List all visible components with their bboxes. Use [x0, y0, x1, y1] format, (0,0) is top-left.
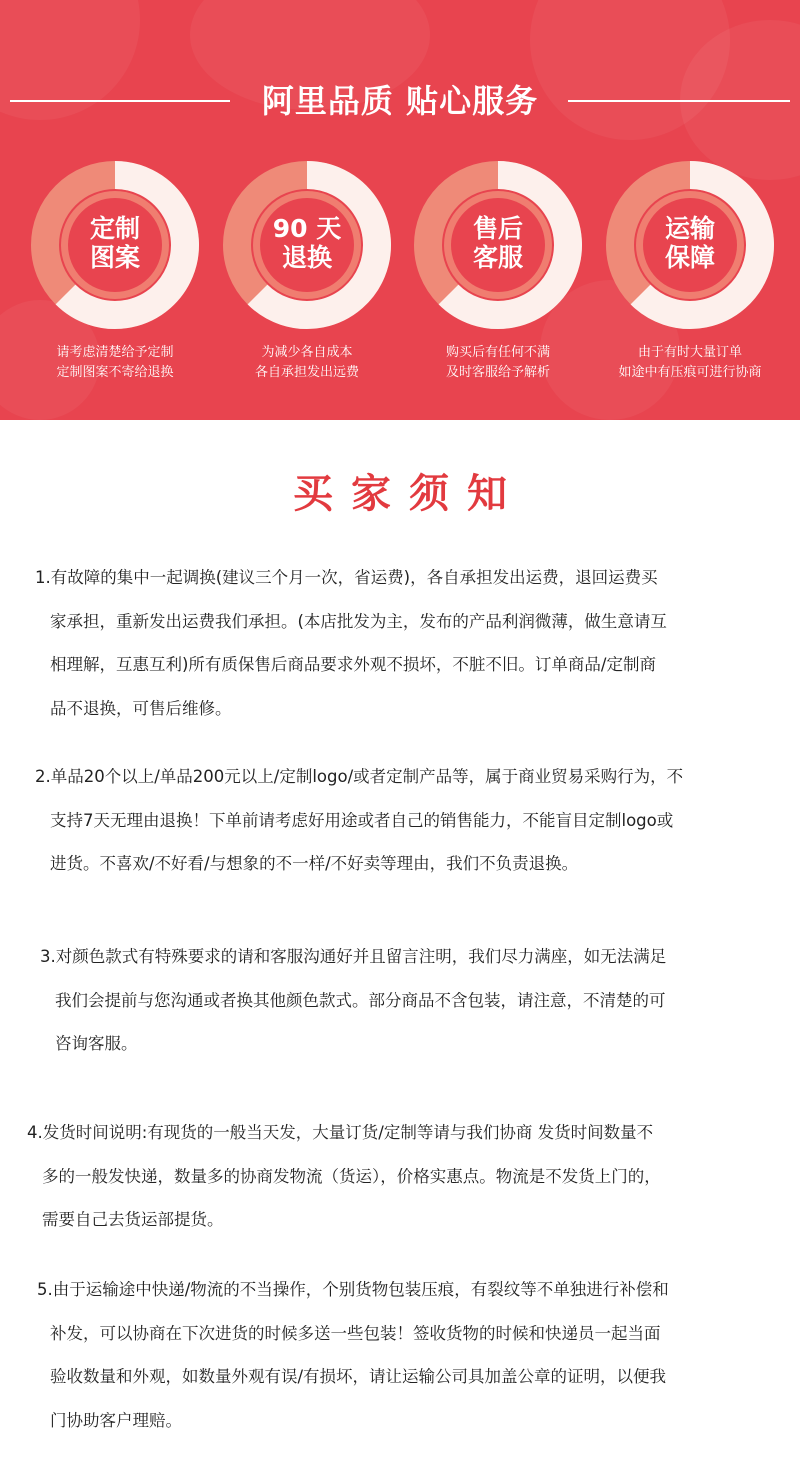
- service-badge: [605, 160, 775, 330]
- badge-label-line: 运输: [664, 214, 715, 243]
- paragraph-line: 4.发货时间说明:有现货的一般当天发，大量订货/定制等请与我们协商 发货时间数量不: [27, 1123, 654, 1142]
- paragraph-line: 我们会提前与您沟通或者换其他颜色款式。部分商品不含包装，请注意，不清楚的可: [55, 990, 666, 1010]
- paragraph-line: 多的一般发快递，数量多的协商发物流（货运），价格实惠点。物流是不发货上门的，: [42, 1166, 661, 1186]
- service-badge: [30, 160, 200, 330]
- caption-line: 及时客服给予解析: [445, 365, 550, 380]
- banner-title: 阿里品质 贴心服务: [261, 82, 539, 120]
- service-badge: [413, 160, 583, 330]
- paragraph-line: 需要自己去货运部提货。: [42, 1210, 224, 1229]
- paragraph-line: 3.对颜色款式有特殊要求的请和客服沟通好并且留言注明，我们尽力满座，如无法满足: [40, 947, 667, 966]
- caption-line: 购买后有任何不满: [445, 345, 550, 360]
- badge-caption: [590, 343, 790, 383]
- paragraph-line: 咨询客服。: [55, 1034, 138, 1053]
- badge-label-line: 保障: [664, 243, 715, 272]
- caption-line: 由于有时大量订单: [637, 345, 742, 360]
- badge-caption: [15, 343, 215, 383]
- paragraph-line: 补发，可以协商在下次进货的时候多送一些包装！签收货物的时候和快递员一起当面: [50, 1323, 661, 1343]
- notice-paragraph: [0, 1118, 800, 1249]
- badge-label: [222, 214, 392, 272]
- badge-label-line: 图案: [89, 243, 140, 272]
- badge-label: [413, 214, 583, 272]
- paragraph-line: 支持7天无理由退换！下单前请考虑好用途或者自己的销售能力，不能盲目定制logo或: [50, 810, 674, 830]
- caption-line: 请考虑清楚给予定制: [56, 345, 174, 360]
- paragraph-line: 品不退换，可售后维修。: [50, 698, 232, 718]
- paragraph-line: 2.单品20个以上/单品200元以上/定制logo/或者定制产品等，属于商业贸易采购行为，不: [35, 767, 684, 786]
- notice-paragraph: [0, 762, 800, 893]
- notice-title: 买家须知: [293, 471, 525, 517]
- caption-line: 如途中有压痕可进行协商: [618, 365, 762, 380]
- paragraph-line: 5.由于运输途中快递/物流的不当操作，个别货物包装压痕，有裂纹等不单独进行补偿和: [37, 1280, 669, 1299]
- badge-label: [30, 214, 200, 272]
- service-banner: [0, 0, 800, 420]
- caption-line: 各自承担发出远费: [254, 365, 359, 380]
- badge-label-line: 客服: [472, 243, 523, 272]
- badge-caption: [398, 343, 598, 383]
- paragraph-line: 验收数量和外观，如数量外观有误/有损坏，请让运输公司具加盖公章的证明，以便我: [50, 1367, 667, 1386]
- badge-label-line: 定制: [89, 214, 140, 243]
- badge-label-line: 90 天: [272, 214, 342, 243]
- paragraph-line: 家承担，重新发出运费我们承担。(本店批发为主，发布的产品利润微薄，做生意请互: [50, 611, 667, 631]
- paragraph-line: 1.有故障的集中一起调换(建议三个月一次，省运费)，各自承担发出运费，退回运费买: [35, 568, 658, 587]
- caption-line: 为减少各自成本: [261, 345, 353, 360]
- notice-paragraph: [0, 563, 800, 737]
- badge-label-line: 售后: [472, 214, 523, 243]
- paragraph-line: 相理解，互惠互利)所有质保售后商品要求外观不损坏，不脏不旧。订单商品/定制商: [50, 655, 656, 674]
- paragraph-line: 门协助客户理赔。: [50, 1410, 182, 1430]
- service-badge: [222, 160, 392, 330]
- notice-paragraph: [0, 1275, 800, 1449]
- badge-label: [605, 214, 775, 272]
- caption-line: 定制图案不寄给退换: [56, 365, 174, 380]
- badge-caption: [207, 343, 407, 383]
- notice-paragraph: [0, 942, 800, 1073]
- paragraph-line: 进货。不喜欢/不好看/与想象的不一样/不好卖等理由，我们不负责退换。: [50, 854, 579, 873]
- badge-label-line: 退换: [281, 243, 332, 272]
